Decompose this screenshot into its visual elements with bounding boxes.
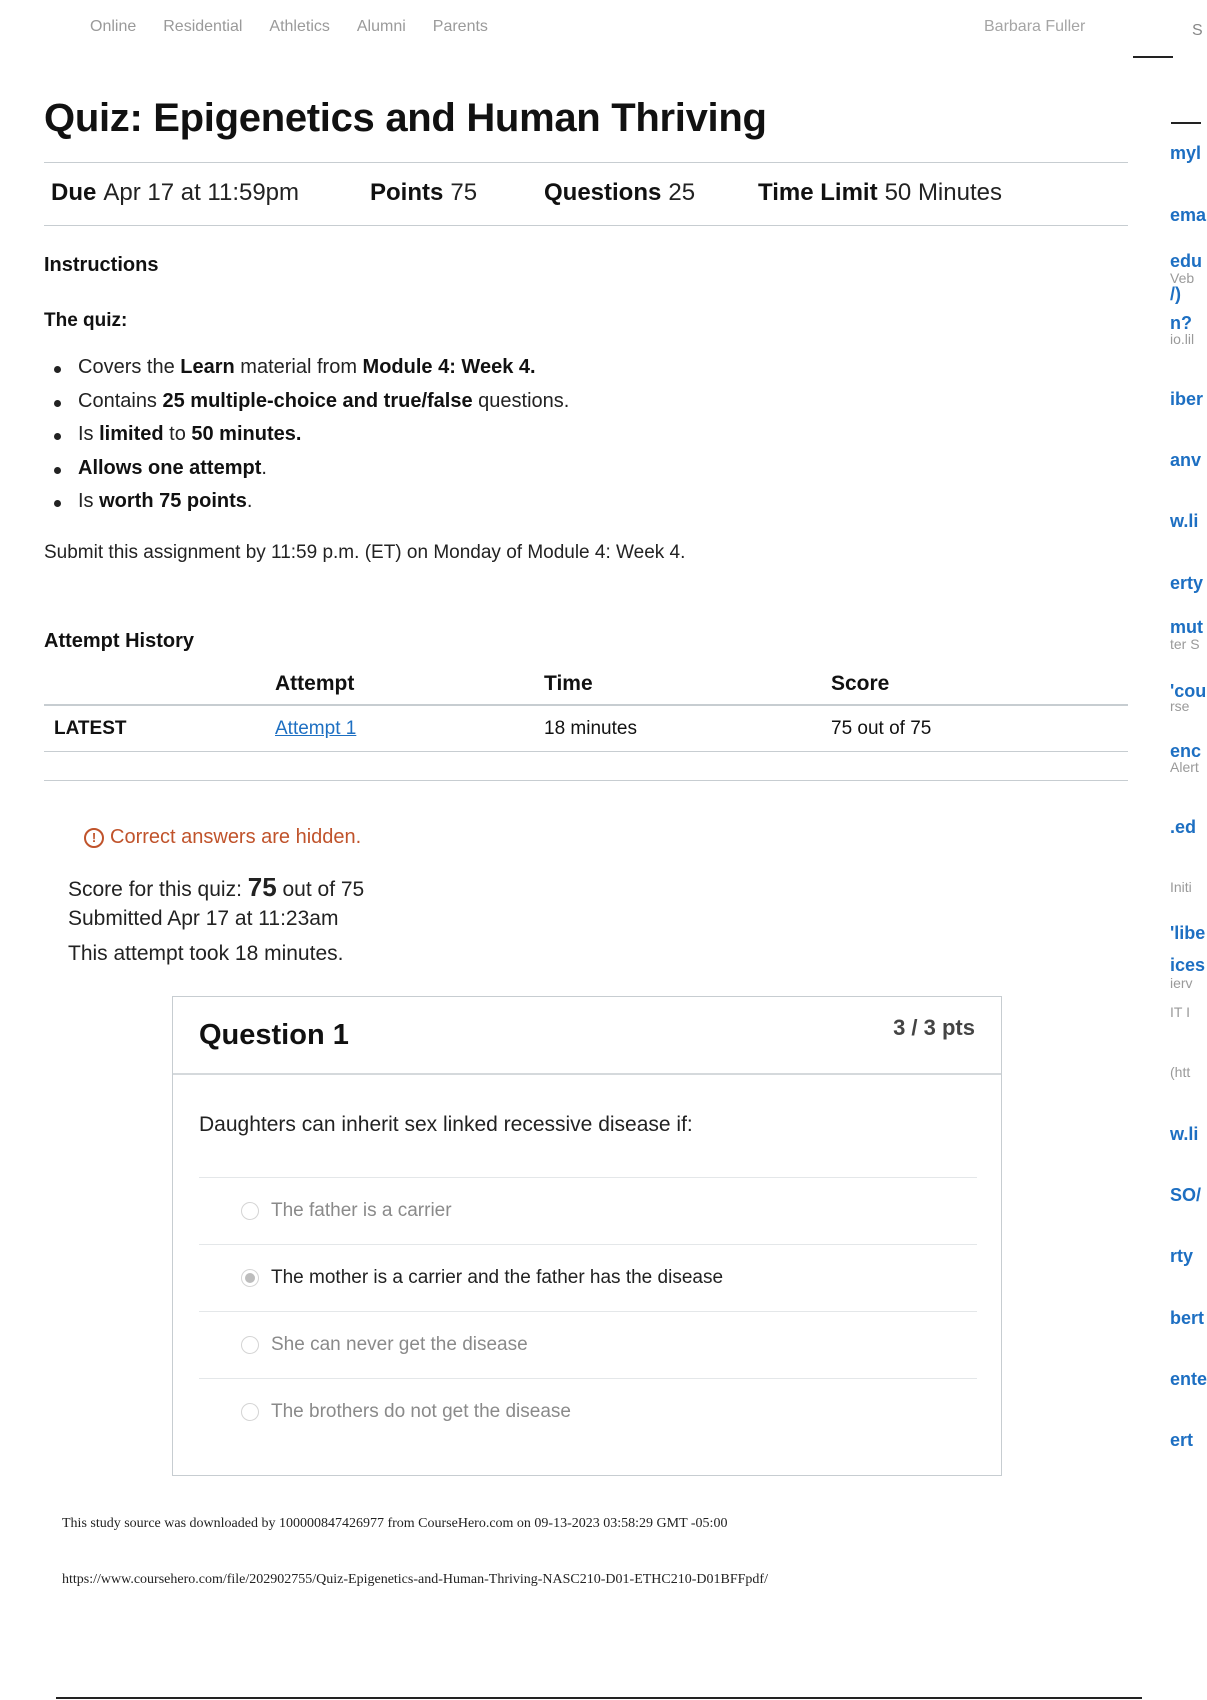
- answer-text: The father is a carrier: [271, 1200, 452, 1221]
- submit-note: Submit this assignment by 11:59 p.m. (ET) on Monday of Module 4: Week 4.: [44, 542, 686, 563]
- nav-alumni[interactable]: Alumni: [356, 18, 406, 35]
- sidebar-link[interactable]: 'cou: [1170, 681, 1207, 701]
- sidebar-link[interactable]: rty: [1170, 1246, 1194, 1266]
- page-title: Quiz: Epigenetics and Human Thriving: [44, 96, 767, 140]
- question-title: Question 1: [199, 1019, 349, 1051]
- sidebar-link[interactable]: erty: [1170, 573, 1204, 593]
- list-item: Is limited to 50 minutes.: [78, 423, 569, 457]
- divider: [44, 780, 1128, 781]
- sidebar-sub: Alert: [1170, 759, 1199, 775]
- latest-label: LATEST: [54, 718, 127, 739]
- sidebar-link[interactable]: edu: [1170, 251, 1203, 271]
- divider: [1133, 56, 1173, 58]
- radio-button: [241, 1336, 259, 1354]
- points-info: [370, 179, 477, 207]
- time-limit-value: 50 Minutes: [884, 179, 1002, 206]
- list-item: Allows one attempt.: [78, 457, 569, 491]
- answer-text: The brothers do not get the disease: [271, 1401, 571, 1422]
- sidebar-sub: Initi: [1170, 879, 1192, 895]
- user-name[interactable]: Barbara Fuller: [984, 18, 1086, 35]
- answer-option: [199, 1178, 977, 1245]
- sidebar-link[interactable]: /): [1170, 284, 1181, 304]
- sidebar-link[interactable]: ert: [1170, 1430, 1194, 1450]
- instructions-list: [78, 356, 569, 524]
- list-item: Is worth 75 points.: [78, 490, 569, 524]
- score-summary: [68, 872, 364, 977]
- attempt-history-table: [44, 660, 1128, 752]
- attempt-history-heading: Attempt History: [44, 630, 195, 652]
- answer-option-selected: [199, 1245, 977, 1312]
- answer-option: [199, 1312, 977, 1379]
- questions-info: [544, 179, 695, 207]
- sidebar-link[interactable]: enc: [1170, 741, 1202, 761]
- due-value: Apr 17 at 11:59pm: [103, 179, 300, 206]
- radio-button: [241, 1202, 259, 1220]
- sidebar-sub: Veb: [1170, 270, 1195, 286]
- radio-button: [241, 1403, 259, 1421]
- sidebar-link[interactable]: ices: [1170, 955, 1206, 975]
- quiz-score: Score for this quiz: 75 out of 75: [68, 872, 365, 902]
- edge-text: S: [1192, 22, 1203, 39]
- points-value: 75: [450, 179, 478, 206]
- divider: [56, 1697, 1142, 1699]
- table-row: [44, 706, 1128, 752]
- column-header-score: Score: [831, 672, 890, 695]
- sidebar-sub: rse: [1170, 698, 1190, 714]
- due-label: Due: [51, 179, 97, 206]
- radio-button-selected: [241, 1269, 259, 1287]
- sidebar-sub: (htt: [1170, 1064, 1191, 1080]
- sidebar-link[interactable]: w.li: [1170, 511, 1199, 531]
- right-sidebar: [1168, 0, 1207, 1700]
- answer-text: She can never get the disease: [271, 1334, 528, 1355]
- sidebar-link[interactable]: anv: [1170, 450, 1202, 470]
- sidebar-link[interactable]: myl: [1170, 143, 1202, 163]
- sidebar-sub: ter S: [1170, 636, 1200, 652]
- nav-residential[interactable]: Residential: [163, 18, 243, 35]
- download-notice: This study source was downloaded by 100000847426977 from CourseHero.com on 09-13-2023 03:58:29 GMT -05:00: [62, 1516, 728, 1531]
- sidebar-link[interactable]: mut: [1170, 617, 1203, 637]
- answer-text: The mother is a carrier and the father has the disease: [271, 1267, 724, 1288]
- sidebar-link[interactable]: ente: [1170, 1369, 1207, 1389]
- list-item: Covers the Learn material from Module 4: Week 4.: [78, 356, 569, 390]
- score-value: 75: [247, 872, 277, 902]
- attempt-link[interactable]: Attempt 1: [275, 718, 357, 739]
- list-item: Contains 25 multiple-choice and true/false questions.: [78, 390, 569, 424]
- time-limit-info: [758, 179, 1002, 207]
- sidebar-sub: io.lil: [1170, 331, 1195, 347]
- time-limit-label: Time Limit: [758, 179, 878, 206]
- sidebar-link[interactable]: ema: [1170, 205, 1207, 225]
- top-nav: [90, 18, 488, 36]
- sidebar-link[interactable]: SO/: [1170, 1185, 1202, 1205]
- sidebar-link[interactable]: w.li: [1170, 1124, 1199, 1144]
- question-header: [173, 997, 1001, 1075]
- due-info: [51, 179, 299, 207]
- submitted-time: Submitted Apr 17 at 11:23am: [68, 907, 339, 930]
- sidebar-link[interactable]: n?: [1170, 313, 1192, 333]
- nav-athletics[interactable]: Athletics: [269, 18, 330, 35]
- column-header-attempt: Attempt: [275, 672, 355, 695]
- table-header: [44, 660, 1128, 706]
- answers-hidden-notice: [84, 826, 361, 849]
- instructions-heading: Instructions: [44, 254, 159, 276]
- answers-hidden-text: Correct answers are hidden.: [110, 826, 362, 848]
- questions-label: Questions: [544, 179, 662, 206]
- quiz-label: The quiz:: [44, 310, 128, 331]
- question-points: 3 / 3 pts: [893, 1015, 975, 1040]
- sidebar-link[interactable]: .ed: [1170, 817, 1197, 837]
- source-url: https://www.coursehero.com/file/202902755/Quiz-Epigenetics-and-Human-Thriving-NASC210-D01-ETHC210-D01BFFpdf/: [62, 1572, 768, 1587]
- column-header-time: Time: [544, 672, 593, 695]
- sidebar-link[interactable]: iber: [1170, 389, 1204, 409]
- warning-icon: !: [84, 828, 104, 848]
- questions-value: 25: [668, 179, 696, 206]
- sidebar-sub: IT I: [1170, 1004, 1190, 1020]
- answer-option: [199, 1379, 977, 1446]
- attempt-duration: This attempt took 18 minutes.: [68, 942, 344, 965]
- sidebar-sub: ierv: [1170, 975, 1193, 991]
- sidebar-link[interactable]: 'libe: [1170, 923, 1206, 943]
- nav-online[interactable]: Online: [90, 18, 137, 35]
- question-text: Daughters can inherit sex linked recessive disease if:: [199, 1113, 693, 1136]
- quiz-meta-bar: [44, 162, 1128, 226]
- attempt-time: 18 minutes: [544, 718, 637, 739]
- question-card: [172, 996, 1002, 1476]
- nav-parents[interactable]: Parents: [432, 18, 488, 35]
- sidebar-link[interactable]: bert: [1170, 1308, 1205, 1328]
- answer-list: [199, 1177, 977, 1446]
- points-label: Points: [370, 179, 444, 206]
- attempt-score: 75 out of 75: [831, 718, 932, 739]
